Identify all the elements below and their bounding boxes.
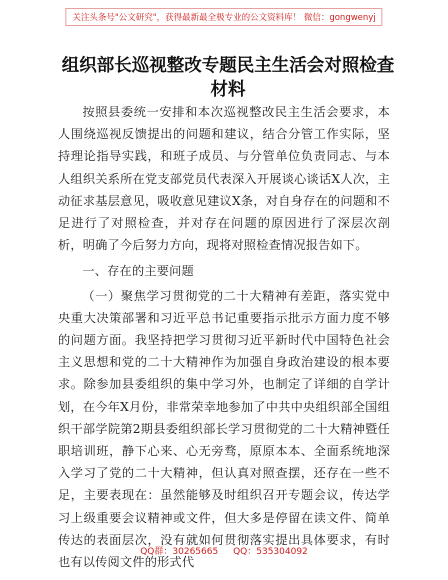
body-paragraph: （一）聚焦学习贯彻党的二十大精神有差距，落实党中央重大决策部署和习近平总书记重要指示批示方面力度不够的问题方面。我坚持把学习贯彻习近平新时代中国特色社会主义思想和党的二十大精神作为加强自身政治建设的根本要求。除参加县委组织的集中学习外，也制定了详细的自学计划，在今年X月份，非常荣幸地参加了中共中央组织部全国组织干部学院第2期县委组织部长学习贯彻党的二十大精神暨任职培训班，静下心来、心无旁骛，原原本本、全面系统地深入学习了党的二十大精神，但认真对照查摆，还存在一些不足，主要表现在：虽然能够及时组织召开专题会议，传达学习上级重要会议精神或文件，但大多是停留在读文件、简单传达的表面层次，没有就如何贯彻落实提出具体要求，有时也有以传阅文件的形式代 bbox=[58, 288, 390, 570]
promo-banner: 关注头条号"公文研究"，获得最新最全极专业的公文资料库！ 微信：gongwenyj bbox=[65, 8, 382, 26]
qq-text: QQ：535304092 bbox=[233, 547, 308, 557]
intro-paragraph: 按照县委统一安排和本次巡视整改民主生活会要求，本人围绕巡视反馈提出的问题和建议，结合分管工作实际，坚持理论指导实践，和班子成员、与分管单位负责同志、与本人组织关系所在党支部党员代表深入开展谈心谈话X人次，主动征求基层意见，吸收意见建议X条，对自身存在的问题和不足进行了对照检查，并对存在问题的原因进行了深层次剖析，明确了今后努力方向，现将对照检查情况报告如下。 bbox=[58, 105, 390, 253]
page-footer bbox=[0, 544, 448, 557]
section-heading: 一、存在的主要问题 bbox=[82, 264, 194, 279]
document-body bbox=[58, 101, 390, 573]
document-title: 组织部长巡视整改专题民主生活会对照检查材料 bbox=[61, 56, 395, 100]
qq-group-text: QQ群：30265665 bbox=[140, 547, 219, 557]
